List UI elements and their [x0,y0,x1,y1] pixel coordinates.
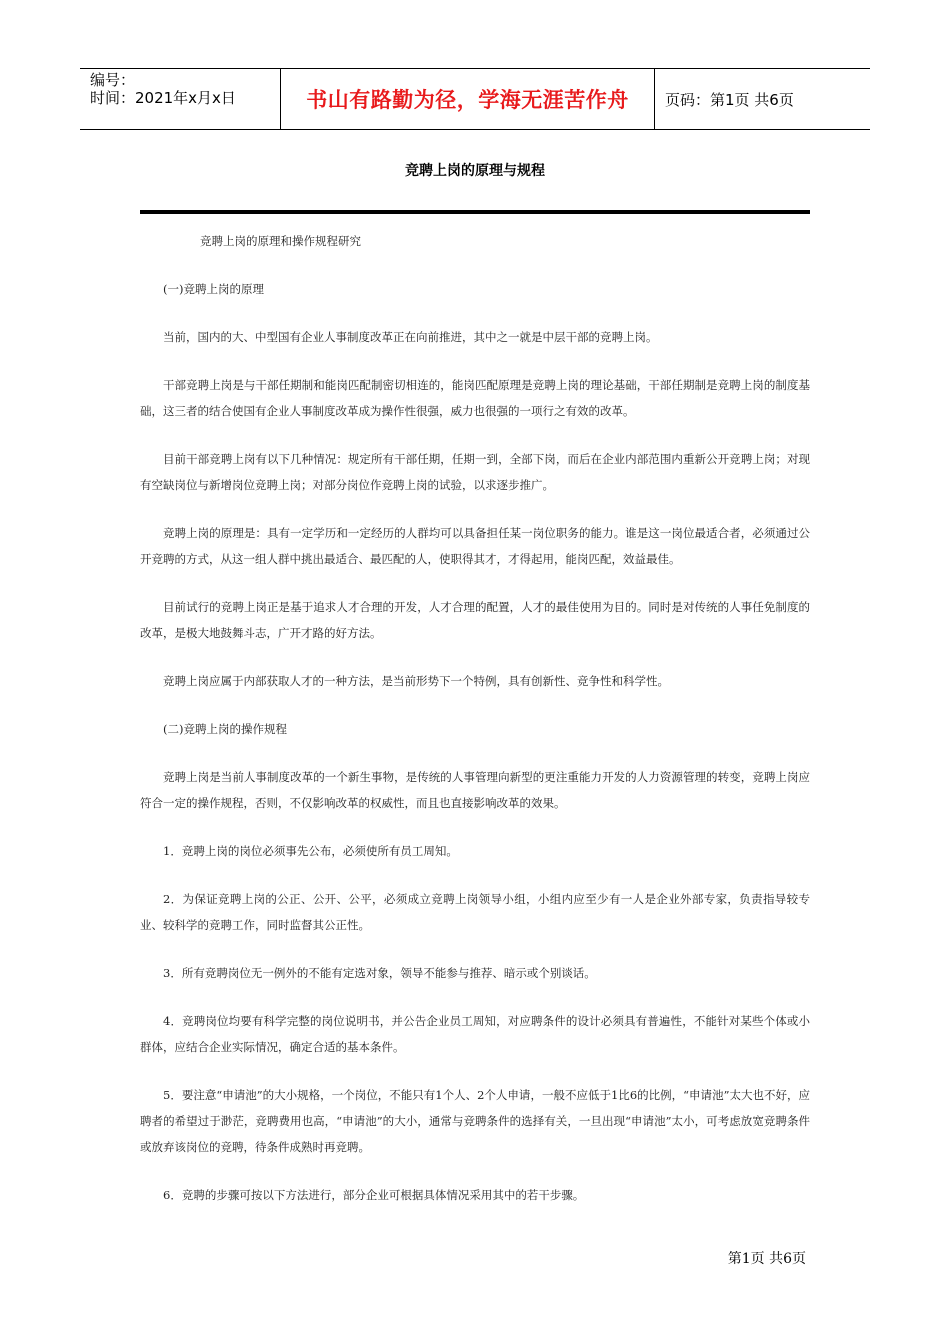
list-item: 3．所有竞聘岗位无一例外的不能有定选对象，领导不能参与推荐、暗示或个别谈话。 [163,966,596,980]
header-meta [80,69,281,129]
page-header [80,68,870,130]
title-divider [140,210,810,214]
paragraph: 目前试行的竞聘上岗正是基于追求人才合理的开发，人才合理的配置，人才的最佳使用为目的。同时是对传统的人事任免制度的改革，是极大地鼓舞斗志，广开才路的好方法。 [140,600,810,640]
list-item: 5．要注意“申请池”的大小规格，一个岗位，不能只有1个人、2个人申请，一般不应低于1比6的比例，“申请池”太大也不好，应聘者的希望过于渺茫，竞聘费用也高，“申请池”的大小，通常与竞聘条件的选择有关，一旦出现“申请池”太小，可考虑放宽竞聘条件或放弃该岗位的竞聘，待条件成熟时再竞聘。 [140,1088,810,1154]
list-item: 1．竞聘上岗的岗位必须事先公布，必须使所有员工周知。 [163,844,458,858]
paragraph: 目前干部竞聘上岗有以下几种情况：规定所有干部任期，任期一到，全部下岗，而后在企业内部范围内重新公开竞聘上岗；对现有空缺岗位与新增岗位竞聘上岗；对部分岗位作竞聘上岗的试验，以求逐步推广。 [140,452,810,492]
paragraph: 竞聘上岗应属于内部获取人才的一种方法，是当前形势下一个特例，具有创新性、竞争性和科学性。 [163,674,669,688]
paragraph: 干部竞聘上岗是与干部任期制和能岗匹配制密切相连的，能岗匹配原理是竞聘上岗的理论基础，干部任期制是竞聘上岗的制度基础，这三者的结合使国有企业人事制度改革成为操作性很强，威力也很强的一项行之有效的改革。 [140,378,810,418]
document-body [140,228,810,1230]
document-time-label: 时间：2021年x月x日 [90,89,236,107]
paragraph: 竞聘上岗是当前人事制度改革的一个新生事物，是传统的人事管理向新型的更注重能力开发的人力资源管理的转变，竞聘上岗应符合一定的操作规程，否则，不仅影响改革的权威性，而且也直接影响改革的效果。 [140,770,810,810]
footer-page-number: 第1页 共6页 [727,1251,806,1267]
header-motto: 书山有路勤为径，学海无涯苦作舟 [281,69,655,129]
section-heading: (一)竞聘上岗的原理 [163,282,264,296]
document-code-label: 编号： [90,71,136,89]
paragraph: 竞聘上岗的原理和操作规程研究 [200,234,361,248]
section-heading: (二)竞聘上岗的操作规程 [163,722,287,736]
paragraph: 竞聘上岗的原理是：具有一定学历和一定经历的人群均可以具备担任某一岗位职务的能力。谁是这一岗位最适合者，必须通过公开竞聘的方式，从这一组人群中挑出最适合、最匹配的人，使职得其才，才得起用，能岗匹配，效益最佳。 [140,526,810,566]
header-page-number: 页码：第1页 共6页 [665,90,794,109]
list-item: 2．为保证竞聘上岗的公正、公开、公平，必须成立竞聘上岗领导小组，小组内应至少有一人是企业外部专家，负责指导较专业、较科学的竞聘工作，同时监督其公正性。 [140,892,810,932]
list-item: 4．竞聘岗位均要有科学完整的岗位说明书，并公告企业员工周知，对应聘条件的设计必须具有普遍性，不能针对某些个体或小群体，应结合企业实际情况，确定合适的基本条件。 [140,1014,810,1054]
paragraph: 当前，国内的大、中型国有企业人事制度改革正在向前推进，其中之一就是中层干部的竞聘上岗。 [163,330,658,344]
list-item: 6．竞聘的步骤可按以下方法进行，部分企业可根据具体情况采用其中的若干步骤。 [163,1188,585,1202]
document-title: 竞聘上岗的原理与规程 [405,163,545,179]
